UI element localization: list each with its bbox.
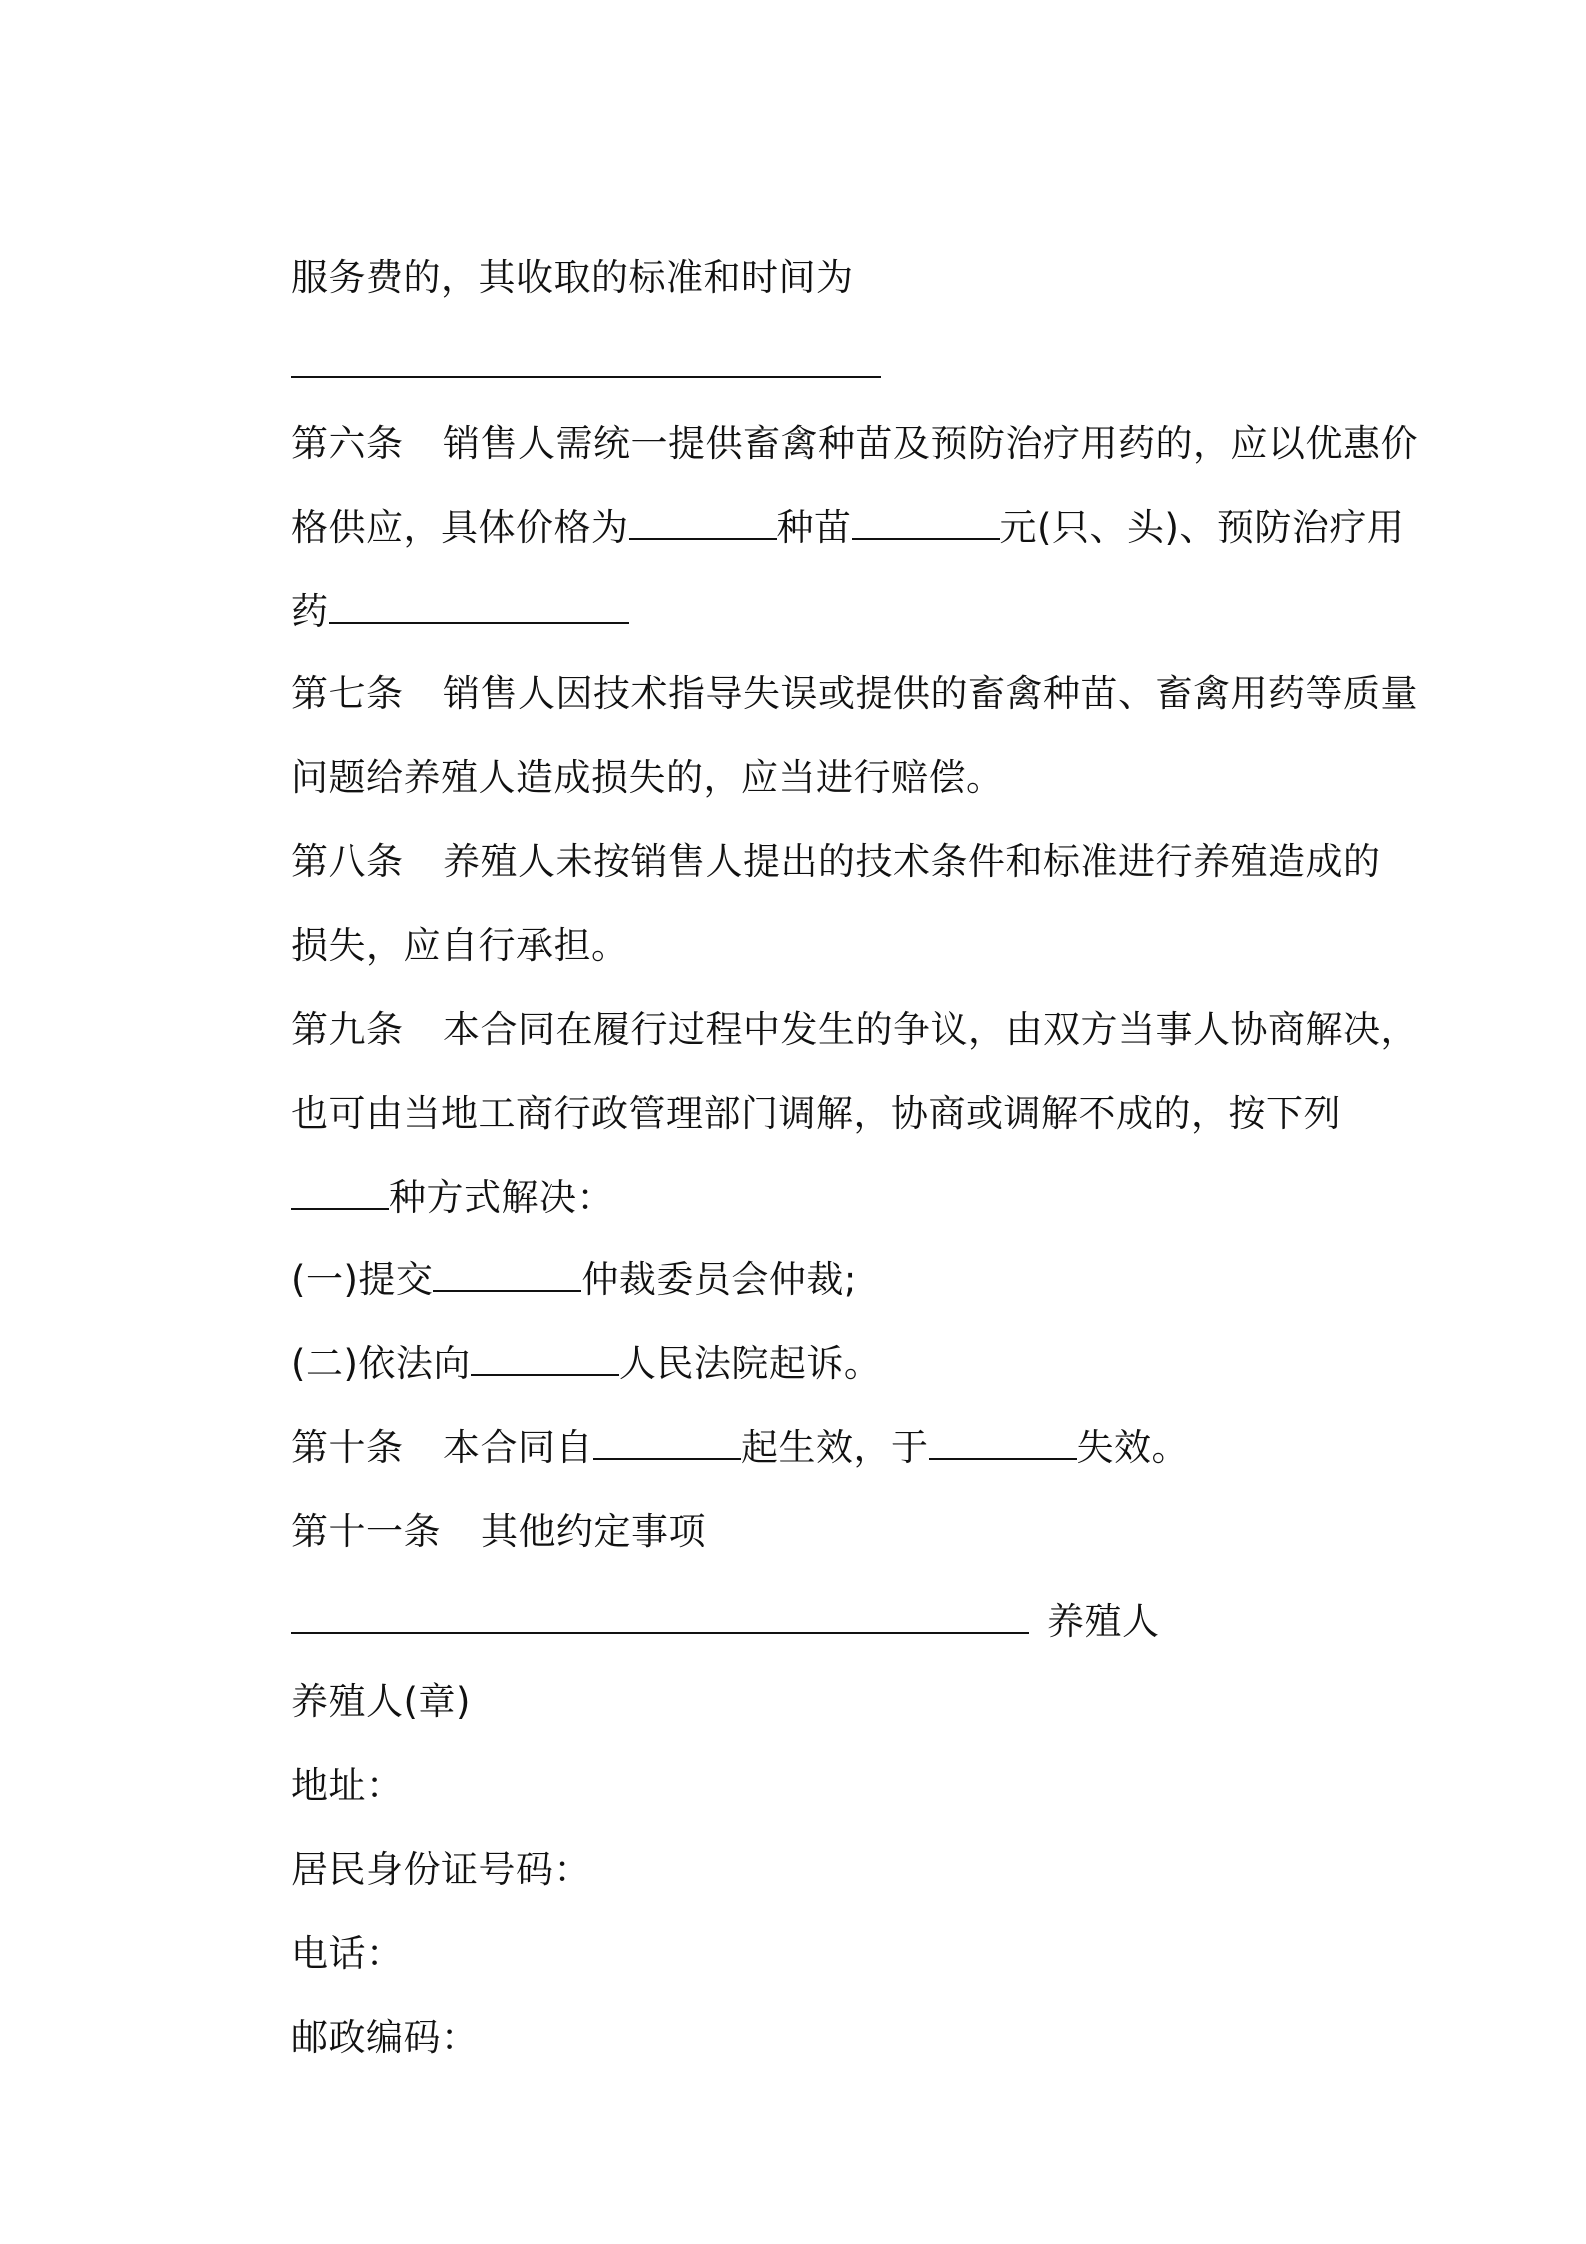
- article-6-heading: 第六条: [291, 422, 404, 465]
- article-7-heading: 第七条: [291, 672, 404, 715]
- seedling-price-blank[interactable]: [852, 504, 1000, 540]
- article-10-text-b: 起生效，于: [741, 1426, 929, 1469]
- article-8-text-2: 损失，应自行承担。: [291, 924, 629, 967]
- expiry-date-blank[interactable]: [929, 1424, 1077, 1460]
- article-6-text-2c: 元(只、头)、预防治疗用: [999, 506, 1405, 549]
- article-8-heading: 第八条: [291, 840, 404, 883]
- article-9-text-2: 也可由当地工商行政管理部门调解，协商或调解不成的，按下列: [291, 1092, 1342, 1135]
- drug-price-blank[interactable]: [329, 588, 629, 624]
- article-9-heading: 第九条: [291, 1008, 404, 1051]
- option-1-text-b: 仲裁委员会仲裁;: [581, 1258, 857, 1301]
- service-fee-text: 服务费的，其收取的标准和时间为: [291, 256, 854, 299]
- article-10-heading: 第十条: [291, 1426, 404, 1469]
- arbitration-blank[interactable]: [433, 1256, 581, 1292]
- article-6-text-1: 销售人需统一提供畜禽种苗及预防治疗用药的，应以优惠价: [443, 422, 1419, 465]
- article-6-text-3: 药: [291, 590, 329, 633]
- option-1-text-a: (一)提交: [291, 1258, 434, 1301]
- article-8-text-1: 养殖人未按销售人提出的技术条件和标准进行养殖造成的: [443, 840, 1381, 883]
- dispute-method-blank[interactable]: [291, 1174, 389, 1210]
- signature-label: 养殖人: [1047, 1600, 1160, 1643]
- article-11-text: 其他约定事项: [481, 1510, 707, 1553]
- id-number-label: 居民身份证号码：: [291, 1848, 592, 1891]
- postcode-line: [242, 1966, 479, 2110]
- postcode-label: 邮政编码：: [291, 2016, 479, 2059]
- address-label: 地址：: [291, 1764, 404, 1807]
- price-blank[interactable]: [629, 504, 777, 540]
- option-2-text-b: 人民法院起诉。: [618, 1342, 882, 1385]
- article-10-text-a: 本合同自: [443, 1426, 594, 1469]
- article-11-heading: 第十一条: [291, 1510, 442, 1553]
- court-blank[interactable]: [471, 1340, 619, 1376]
- article-9-text-3: 种方式解决：: [389, 1176, 615, 1219]
- phone-label: 电话：: [291, 1932, 404, 1975]
- article-7-text-1: 销售人因技术指导失误或提供的畜禽种苗、畜禽用药等质量: [443, 672, 1419, 715]
- effective-date-blank[interactable]: [593, 1424, 741, 1460]
- seal-label: 养殖人(章): [291, 1680, 471, 1723]
- other-terms-blank[interactable]: [291, 1598, 1029, 1634]
- article-6-text-2a: 格供应，具体价格为: [291, 506, 629, 549]
- article-9-text-1: 本合同在履行过程中发生的争议，由双方当事人协商解决，: [443, 1008, 1419, 1051]
- article-10-text-c: 失效。: [1076, 1426, 1190, 1469]
- article-7-text-2: 问题给养殖人造成损失的，应当进行赔偿。: [291, 756, 1004, 799]
- option-2-text-a: (二)依法向: [291, 1342, 471, 1385]
- article-6-text-2b: 种苗: [776, 506, 852, 549]
